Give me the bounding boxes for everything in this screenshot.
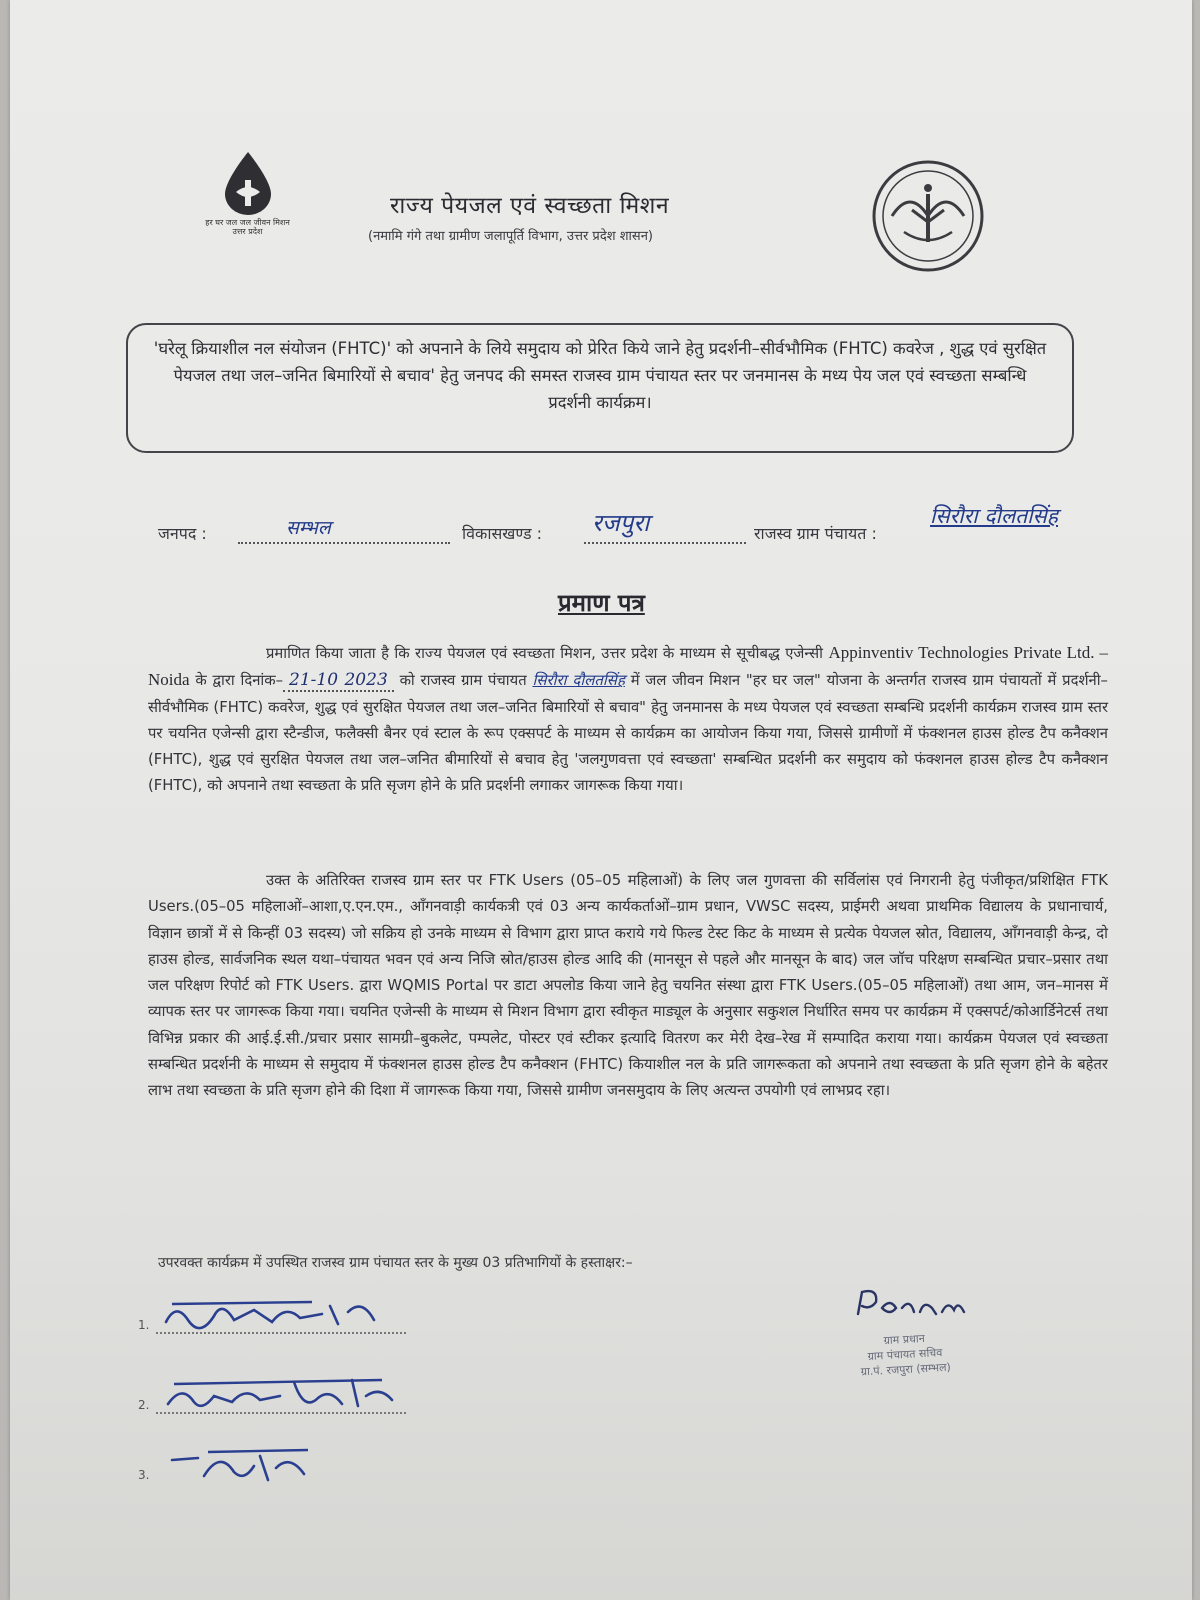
- gram-panchayat-field: [930, 502, 1180, 530]
- gram-panchayat-handwritten: सिरौरा दौलतसिंह: [532, 671, 625, 690]
- certificate-paragraph-2: [148, 868, 1108, 1105]
- certificate-paragraph-1: [148, 640, 1108, 800]
- p1-date-label: के द्वारा दिनांक–: [195, 672, 283, 690]
- water-drop-icon: [221, 150, 275, 216]
- block-label: विकासखण्ड :: [462, 524, 543, 543]
- signature-3: [138, 1450, 408, 1486]
- program-date: 21-10 2023: [283, 670, 394, 692]
- signatures-intro: उपरवक्त कार्यक्रम में उपस्थित राजस्व ग्राम पंचायत स्तर के मुख्य 03 प्रतिभागियों के हस्ताक्षर:–: [158, 1255, 633, 1271]
- stamp-line-2: ग्राम पंचायत सचिव: [867, 1346, 943, 1363]
- pradhan-stamp: [804, 1327, 1006, 1382]
- stamp-line-1: ग्राम प्रधान: [883, 1331, 926, 1348]
- header-subtitle: (नमामि गंगे तथा ग्रामीण जलापूर्ति विभाग, उत्तर प्रदेश शासन): [368, 229, 653, 244]
- signature-number-3: 3.: [138, 1468, 150, 1482]
- pradhan-signature: [852, 1284, 972, 1324]
- signature-3-mark: [168, 1440, 318, 1486]
- district-label: जनपद :: [158, 524, 207, 543]
- agency-name: Appinventiv Technologies Private Ltd. – Noida: [148, 643, 1108, 690]
- signature-number-2: 2.: [138, 1398, 150, 1412]
- p2-body: उक्त के अतिरिक्त राजस्व ग्राम स्तर पर FTK Users (05–05 महिलाओं) के लिए जल गुणवत्ता की सर्विलांस एवं निगरानी हेतु पंजीकृत/प्रशिक्षित FTK Users.(05–05 महिलाओं–आशा,ए.एन.एम., आँगनवाड़ी कार्यकत्री एवं 03 अन्य कार्यकर्ताओं–ग्राम प्रधान, VWSC सदस्य, प्राईमरी अथवा प्राथमिक विद्यालय के प्रधानाचार्य, विज्ञान छात्रों में से किन्हीं 03 सदस्य) जो सक्रिय हो उनके माध्यम से विभाग द्वारा प्राप्त कराये गये फिल्ड टेस्ट किट के माध्यम से प्रत्येक पेयजल स्रोत, विद्यालय, आँगनवाड़ी केन्द्र, दो हाउस होल्ड, सार्वजनिक स्थल यथा–पंचायत भवन एवं अन्य निजि स्रोत/हाउस होल्ड आदि की (मानसून से पहले और मानसून के बाद) जल जॉच परिक्षण सम्बन्धित प्रचार–प्रसार तथा जल परिक्षण रिपोर्ट को FTK Users. द्वारा WQMIS Portal पर डाटा अपलोड किया जाने हेतु चयनित संस्था द्वारा FTK Users.(05–05 महिलाओं) तथा आम, जन–मानस में व्यापक स्तर पर जागरूक किया गया। चयनित एजेन्सी के माध्यम से मिशन विभाग द्वारा स्वीकृत माड्यूल के अनुसार सकुशल निर्धारित समय पर कार्यक्रम में एक्सपर्ट/कोआर्डिनेटर्स तथा विभिन्न प्रकार की आई.ई.सी./प्रचार प्रसार सामग्री–बुकलेट, पम्पलेट, पोस्टर एवं स्टीकर इत्यादि वितरण कर मेरी देख–रेख में सम्पादित कराया गया। कार्यक्रम पेयजल एवं स्वच्छता सम्बन्धित प्रदर्शनी के माध्यम से समुदाय में फंक्शनल हाउस होल्ड टैप कनैक्शन (FHTC) कियाशील नल के प्रति जागरूकता को अपनाने तथा स्वच्छता के प्रति सृजग होने के बहेतर लाभ तथा स्वच्छता के प्रति सृजग होने की दिशा में जागरूक किया गया, जिससे ग्रामीण जनसमुदाय के लिए अत्यन्त उपयोगी एवं लाभप्रद रहा।: [148, 872, 1108, 1100]
- stamp-line-3: ग्रा.पं. रजपुरा (सम्भल): [860, 1360, 952, 1379]
- document-sheet: [10, 0, 1192, 1600]
- p1-intro: प्रमाणित किया जाता है कि राज्य पेयजल एवं स्वच्छता मिशन, उत्तर प्रदेश के माध्यम से सूचीबद्ध एजेन्सी: [266, 645, 823, 662]
- p1-gp-label: को राजस्व ग्राम पंचायत: [399, 672, 527, 690]
- district-value: सम्भल: [286, 517, 331, 539]
- signature-1: [138, 1300, 408, 1336]
- gram-panchayat-label: राजस्व ग्राम पंचायत :: [754, 524, 877, 543]
- block-field: [584, 509, 746, 544]
- logo-caption: हर घर जल जल जीवन मिशन उत्तर प्रदेश: [205, 218, 290, 236]
- p1-body: में जल जीवन मिशन "हर घर जल" योजना के अन्तर्गत राजस्व ग्राम पंचायतों में प्रदर्शनी–सीर्वभौमिक (FHTC) कवरेज, शुद्ध एवं सुरक्षित पेयजल तथा जल–जनित बिमारियों से बचाव" हेतु जनमानस के मध्य पेयजल एवं स्वच्छता सम्बन्धि प्रदर्शनी कार्यक्रम राजस्व ग्राम स्तर पर चयनित एजेन्सी द्वारा स्टैन्डीज, फलैक्सी बैनर एवं स्टाल के रूप एक्सपर्ट के माध्यम से कार्यक्रम का आयोजन किया गया, जिससे ग्रामीणों में फंक्शनल हाउस होल्ड टैप कनैक्शन (FHTC), शुद्ध एवं सुरक्षित पेयजल तथा जल–जनित बीमारियों से बचाव हेतु 'जलगुणवत्ता एवं स्वच्छता' सम्बन्धित प्रदर्शनी कर समुदाय को फंक्शनल हाउस होल्ड टैप कनैक्शन (FHTC), को अपनाने तथा स्वच्छता के प्रति सृजग होने के प्रति प्रदर्शनी लगाकर जागरूक किया गया।: [148, 672, 1108, 795]
- har-ghar-jal-logo: [200, 150, 295, 236]
- signature-number-1: 1.: [138, 1318, 150, 1332]
- subject-box: 'घरेलू क्रियाशील नल संयोजन (FHTC)' को अपनाने के लिये समुदाय को प्रेरित किये जाने हेतु प्रदर्शनी–सीर्वभौमिक (FHTC) कवरेज , शुद्ध एवं सुरक्षित पेयजल तथा जल–जनित बिमारियों से बचाव' हेतु जनपद की समस्त राजस्व ग्राम पंचायत स्तर पर जनमानस के मध्य पेय जल एवं स्वच्छता सम्बन्धि प्रदर्शनी कार्यक्रम।: [126, 323, 1074, 453]
- district-field: [238, 517, 450, 544]
- up-emblem-icon: [870, 158, 986, 274]
- signature-2: [138, 1380, 408, 1416]
- signature-1-mark: [162, 1294, 392, 1334]
- block-value: रजपुरा: [592, 509, 650, 537]
- certificate-title: प्रमाण पत्र: [558, 589, 645, 617]
- gram-panchayat-value: सिरौरा दौलतसिंह: [930, 504, 1058, 528]
- signature-2-mark: [162, 1366, 402, 1416]
- header-title: राज्य पेयजल एवं स्वच्छता मिशन: [390, 193, 670, 219]
